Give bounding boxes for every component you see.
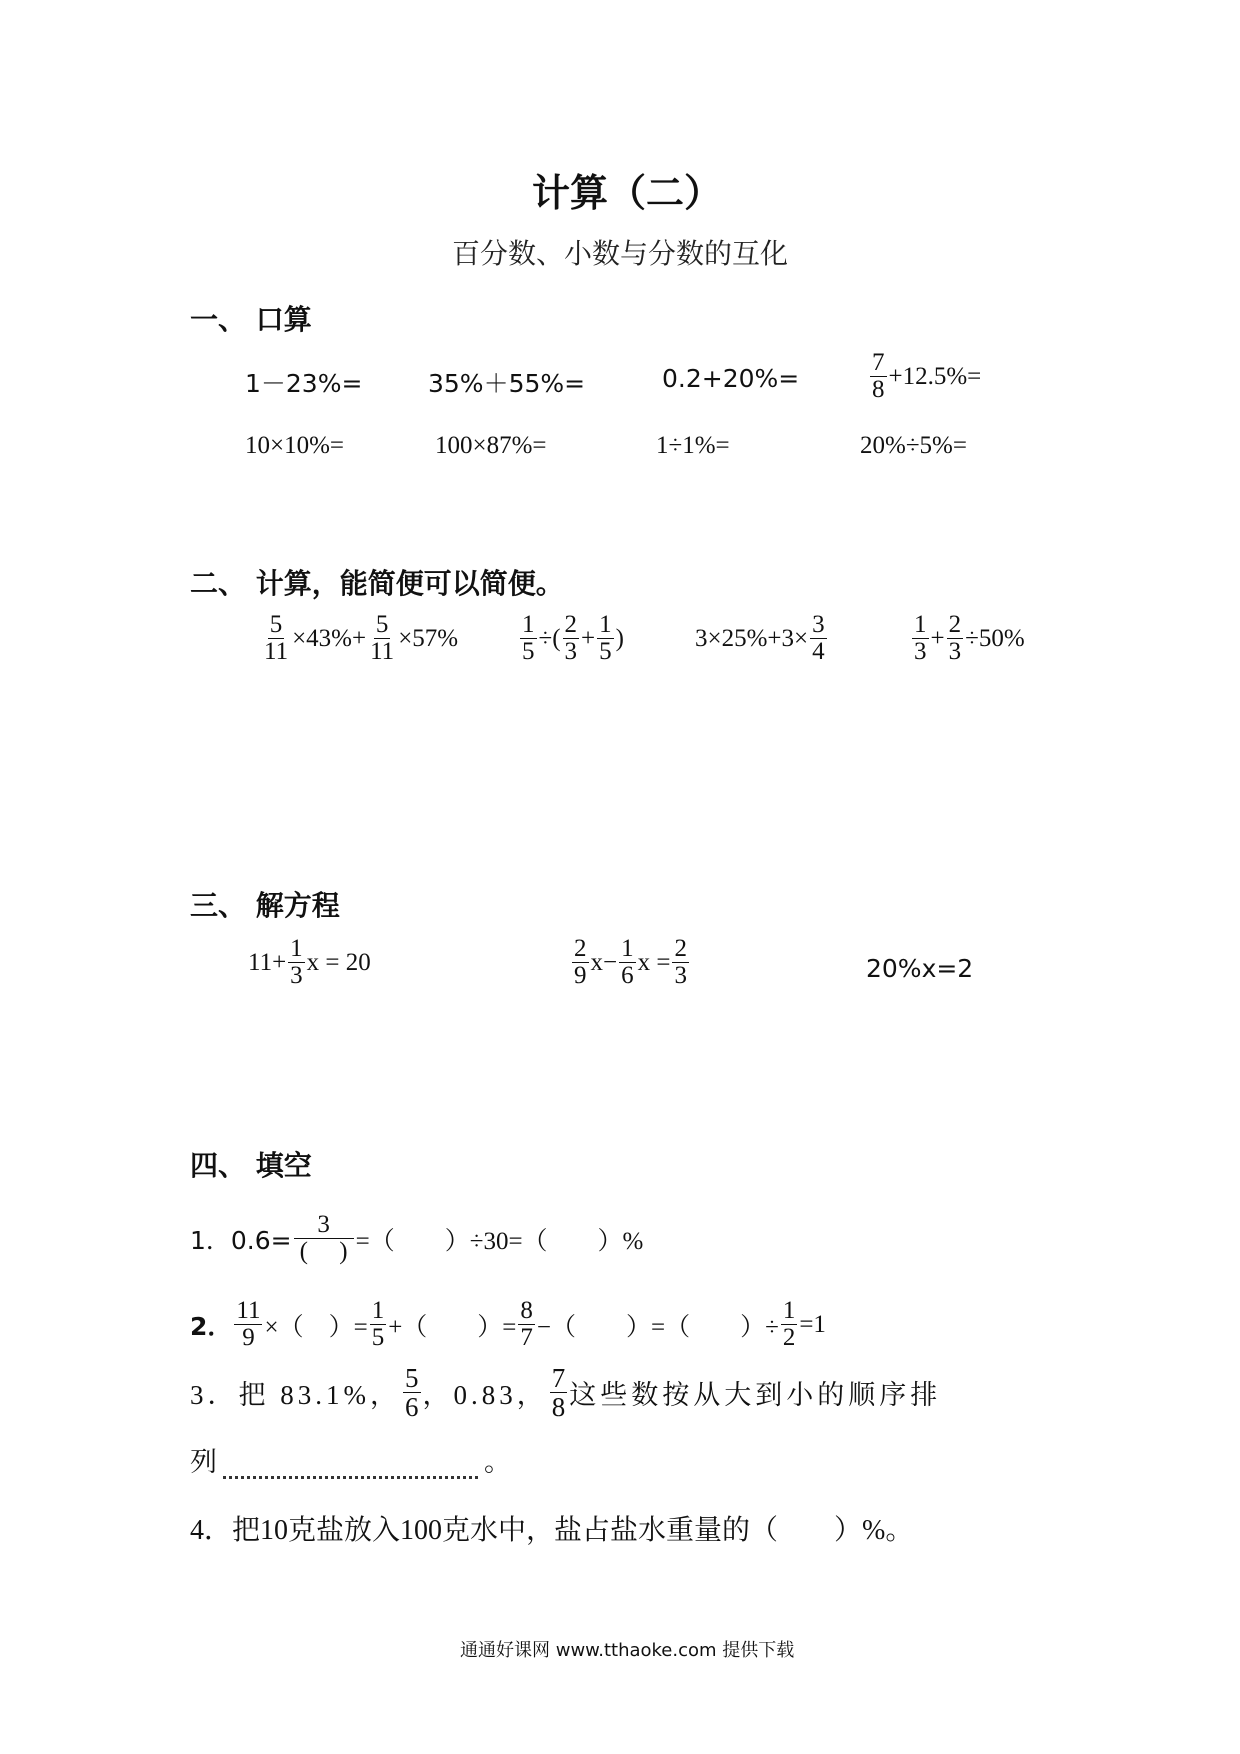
fill-question-4: 4．把10克盐放入100克水中，盐占盐水重量的（ ）%。 xyxy=(190,1515,914,1546)
fraction: $\frac{7}{8}$ xyxy=(551,1363,566,1423)
fraction: $\frac{1}{5}$ xyxy=(599,611,612,666)
page-footer: 通通好课网 www.tthaoke.com 提供下载 xyxy=(460,1640,795,1661)
answer-blank-line xyxy=(223,1472,478,1479)
fraction: $\frac{1}{5}$ xyxy=(371,1297,385,1352)
oral-calc-7: 1÷1%= xyxy=(656,432,730,459)
fraction: $\frac{5}{6}$ xyxy=(405,1363,419,1423)
fraction: $\frac{1}{6}$ xyxy=(621,935,634,990)
fraction: $\frac{7}{8}$ xyxy=(872,349,885,404)
fraction: $\frac{2}{3}$ xyxy=(674,935,687,990)
simplify-problem-1: $\frac{5}{11}$ ×43%+ $\frac{5}{11}$ ×57% xyxy=(264,611,459,666)
section-3-heading: 三、 解方程 xyxy=(190,889,340,922)
fill-question-1: 1．0.6= $\frac{3}{( )}$ =（ ）÷30=（ ）% xyxy=(190,1211,644,1266)
page-title: 计算（二） xyxy=(532,171,723,215)
oral-calc-1: 1－23%= xyxy=(245,369,363,398)
fraction: $\frac{2}{3}$ xyxy=(564,611,578,666)
simplify-problem-4: $\frac{1}{3}$ + $\frac{2}{3}$ ÷50% xyxy=(914,611,1025,666)
fraction: $\frac{1}{3}$ xyxy=(914,611,927,666)
oral-calc-6: 100×87%= xyxy=(435,432,547,459)
fraction: $\frac{3}{4}$ xyxy=(812,611,825,666)
simplify-problem-2: $\frac{1}{5}$ ÷( $\frac{2}{3}$ + $\frac{1}{5}$ ) xyxy=(522,611,624,666)
section-2-heading: 二、 计算，能简便可以简便。 xyxy=(190,567,564,600)
fraction: $\frac{3}{( )}$ xyxy=(294,1212,354,1266)
oral-calc-3: 0.2+20%= xyxy=(662,364,800,393)
fraction: $\frac{1}{5}$ xyxy=(522,611,535,666)
fill-question-3-line2: 列 。 xyxy=(190,1447,511,1477)
simplify-problem-3: 3×25%+3× $\frac{3}{4}$ xyxy=(695,611,825,666)
oral-calc-4: $\frac{7}{8}$ +12.5%= xyxy=(872,349,982,404)
section-1-heading: 一、 口算 xyxy=(190,303,312,336)
equation-3: 20%x=2 xyxy=(866,954,974,983)
fraction: $\frac{11}{9}$ xyxy=(236,1297,261,1352)
section-4-heading: 四、 填空 xyxy=(190,1149,312,1182)
page-subtitle: 百分数、小数与分数的互化 xyxy=(452,237,789,270)
oral-calc-5: 10×10%= xyxy=(245,432,345,459)
fraction: $\frac{5}{11}$ xyxy=(370,611,395,666)
fraction: $\frac{2}{9}$ xyxy=(574,935,587,990)
fraction: $\frac{2}{3}$ xyxy=(948,611,962,666)
fill-question-2: 2． $\frac{11}{9}$ ×（ ）= $\frac{1}{5}$ +（ ）= $\frac{8}{7}$ −（ ）=（ ）÷ $\frac{1}{2}$ =1 xyxy=(190,1297,826,1352)
oral-calc-2: 35%＋55%= xyxy=(428,369,586,398)
fraction: $\frac{1}{3}$ xyxy=(290,935,303,990)
fraction: $\frac{8}{7}$ xyxy=(520,1297,533,1352)
fraction: $\frac{5}{11}$ xyxy=(264,611,289,666)
oral-calc-8: 20%÷5%= xyxy=(860,432,967,459)
fill-question-3: 3．把 83.1%， $\frac{5}{6}$ ，0.83， $\frac{7}{8}$ 这些数按从大到小的顺序排 xyxy=(190,1363,942,1423)
fraction: $\frac{1}{2}$ xyxy=(782,1297,796,1352)
equation-1: 11+ $\frac{1}{3}$ x = 20 xyxy=(248,935,371,990)
equation-2: $\frac{2}{9}$ x− $\frac{1}{6}$ x = $\frac{2}{3}$ xyxy=(574,935,687,990)
